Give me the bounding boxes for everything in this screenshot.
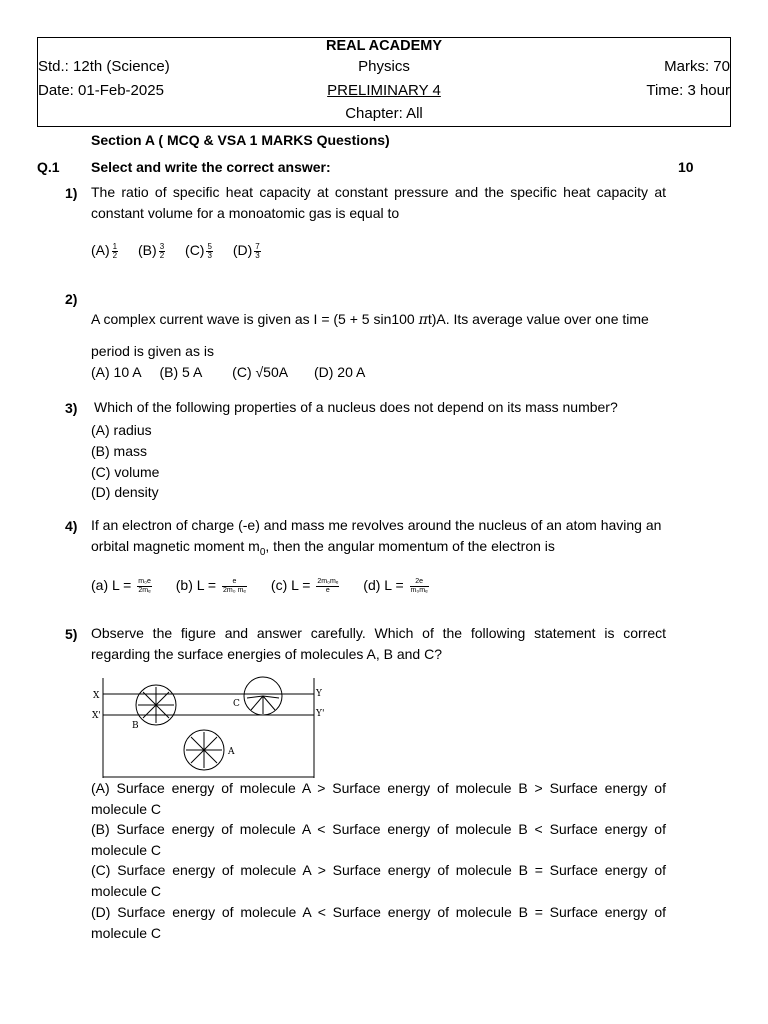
std-label: Std.: 12th (Science): [38, 58, 170, 75]
q2-options: [91, 364, 365, 380]
q4-option-b: (b) L = $\frac{e}{\text{2m₀ mₑ}}$: [175, 577, 247, 594]
marks-label: Marks: 70: [664, 58, 730, 75]
q5-option-b: (B) Surface energy of molecule A < Surface energy of molecule B < Surface energy of molecule C: [91, 821, 666, 858]
figure-label-y2: Y': [316, 709, 325, 719]
q2-option-b: (B) 5 A: [159, 364, 203, 380]
molecule-c: [244, 677, 282, 715]
figure-label-y: Y: [316, 689, 322, 699]
q5-option-a: (A) Surface energy of molecule A > Surface energy of molecule B > Surface energy of molecule C: [91, 780, 666, 817]
q2-option-c: (C) √50A: [232, 364, 289, 380]
q4-option-d: (d) L = $\frac{2e}{\text{m₀mₑ}}$: [363, 577, 428, 594]
q3-option-c: (C) volume: [91, 463, 160, 480]
q3-option-d: (D) density: [91, 484, 159, 501]
molecule-a: [184, 730, 224, 770]
q2-option-a: (A) 10 A: [91, 364, 142, 380]
q4-options: [91, 577, 445, 595]
figure-label-c: C: [233, 699, 240, 709]
q2-option-d: (D) 20 A: [313, 364, 366, 380]
q1-option-a: (A) $\frac{1}{2}$: [91, 241, 118, 260]
q4-option-c: (c) L = $\frac{\text{2m₀mₑ}}{e}$: [270, 577, 339, 594]
q5-number: 5): [65, 626, 78, 642]
figure-label-x: X: [93, 691, 100, 701]
q3-option-b: (B) mass: [91, 442, 147, 459]
date-label: Date: 01-Feb-2025: [38, 82, 164, 99]
q4-number: 4): [65, 518, 78, 534]
question-instruction: Select and write the correct answer:: [91, 159, 331, 175]
figure-label-a: A: [228, 747, 235, 757]
q4-text-line2: orbital magnetic moment $m_0$, then the angular momentum of the electron is: [91, 538, 555, 558]
question-marks: 10: [678, 159, 694, 175]
chapter-label: Chapter: All: [345, 105, 423, 122]
q3-options: [91, 420, 159, 503]
q1-options: [91, 242, 277, 260]
q2-number: 2): [65, 291, 78, 307]
q5-text: Observe the figure and answer carefully. Which of the following statement is correct regarding the surface energies of molecules A, B and C?: [91, 625, 666, 662]
q2-text: A complex current wave is given as I = (5 + 5 sin100 πt)A. Its average value over one time: [91, 311, 649, 328]
molecule-b: [136, 685, 176, 725]
q4-text: If an electron of charge (-e) and mass me revolves around the nucleus of an atom having an: [91, 517, 662, 533]
q3-option-a: (A) radius: [91, 422, 152, 438]
q4-option-a: (a) L = $\frac{\text{m₀e}}{\text{2mₑ}}$: [91, 577, 151, 594]
surface-tension-figure: [92, 670, 332, 782]
time-label: Time: 3 hour: [646, 82, 730, 99]
institute-name: REAL ACADEMY: [325, 38, 442, 54]
q5-option-c: (C) Surface energy of molecule A > Surface energy of molecule B = Surface energy of molecule C: [91, 862, 666, 899]
q1-option-d: (D) $\frac{7}{3}$: [232, 241, 260, 260]
q1-option-b: (B) $\frac{3}{2}$: [138, 241, 165, 260]
question-label: Q.1: [37, 159, 60, 175]
figure-label-x2: X': [92, 711, 101, 721]
q1-text: The ratio of specific heat capacity at constant pressure and the specific heat capacity at constant volume for a monoatomic gas is equal to: [91, 184, 666, 221]
exam-title: PRELIMINARY 4: [327, 82, 441, 99]
q1-number: 1): [65, 185, 78, 201]
subject-label: Physics: [358, 58, 410, 75]
q2-text-line2: period is given as is: [91, 343, 214, 359]
q3-text: Which of the following properties of a nucleus does not depend on its mass number?: [94, 399, 618, 415]
header-box: [37, 37, 731, 127]
q1-option-c: (C) $\frac{5}{3}$: [185, 241, 212, 260]
section-title: Section A ( MCQ & VSA 1 MARKS Questions): [91, 132, 390, 148]
q3-number: 3): [65, 400, 78, 416]
q5-option-d: (D) Surface energy of molecule A < Surface energy of molecule B = Surface energy of molecule C: [91, 904, 666, 941]
figure-label-b: B: [132, 721, 139, 731]
